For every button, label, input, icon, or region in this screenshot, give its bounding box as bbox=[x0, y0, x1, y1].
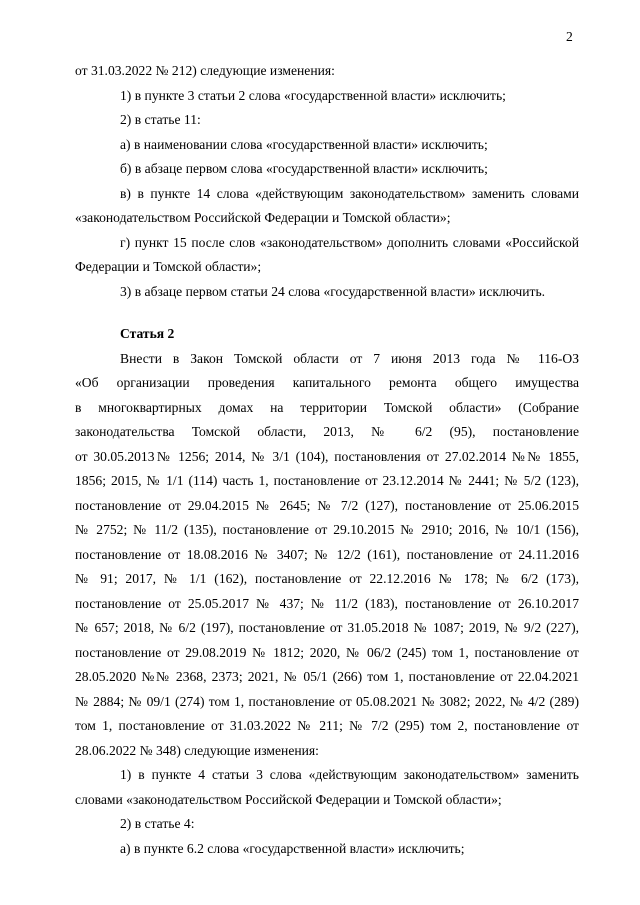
paragraph-item-1 bbox=[75, 84, 579, 109]
text-line: а) в пункте 6.2 слова «государственной власти» исключить; bbox=[120, 840, 465, 856]
paragraph-item-b bbox=[75, 157, 579, 182]
paragraph-change-2 bbox=[75, 812, 579, 837]
text-line: № 2884; № 09/1 (274) том 1, постановление от 05.08.2021 № 3082; 2022, № 4/2 (289) bbox=[75, 693, 579, 709]
paragraph-item-g bbox=[75, 231, 579, 280]
document-body bbox=[75, 59, 579, 861]
paragraph-item-v bbox=[75, 182, 579, 231]
text-line: постановление от 29.04.2015 № 2645; № 7/2 (127), постановление от 25.06.2015 bbox=[75, 497, 579, 513]
text-line: словами «законодательством Российской Федерации и Томской области»; bbox=[75, 791, 502, 807]
text-line: в многоквартирных домах на территории Томской области» (Собрание bbox=[75, 399, 579, 415]
text-line: Федерации и Томской области»; bbox=[75, 259, 262, 274]
paragraph-change-1 bbox=[75, 763, 579, 812]
text-line: № 2752; № 11/2 (135), постановление от 29.10.2015 № 2910; 2016, № 10/1 (156), bbox=[75, 522, 579, 537]
text-line: Внести в Закон Томской области от 7 июня 2013 года № 116-ОЗ bbox=[120, 350, 579, 366]
text-line: № 657; 2018, № 6/2 (197), постановление от 31.05.2018 № 1087; 2019, № 9/2 (227), bbox=[75, 620, 579, 635]
text-line: а) в наименовании слова «государственной власти» исключить; bbox=[120, 136, 488, 152]
text-line: 28.06.2022 № 348) следующие изменения: bbox=[75, 742, 319, 758]
paragraph-intro bbox=[75, 59, 579, 84]
text-line: постановление от 25.05.2017 № 437; № 11/2 (183), постановление от 26.10.2017 bbox=[75, 595, 579, 611]
text-line: 1) в пункте 4 статьи 3 слова «действующим законодательством» заменить bbox=[120, 767, 579, 782]
text-line: постановление от 29.08.2019 № 1812; 2020, № 06/2 (245) том 1, постановление от bbox=[75, 644, 579, 660]
text-line: 28.05.2020 №№ 2368, 2373; 2021, № 05/1 (266) том 1, постановление от 22.04.2021 bbox=[75, 669, 579, 684]
text-line: б) в абзаце первом слова «государственной власти» исключить; bbox=[120, 161, 488, 176]
paragraph-change-2a bbox=[75, 837, 579, 862]
text-line: в) в пункте 14 слова «действующим законодательством» заменить словами bbox=[120, 185, 579, 201]
article-paragraph bbox=[75, 347, 579, 764]
text-line: 1) в пункте 3 статьи 2 слова «государственной власти» исключить; bbox=[120, 87, 506, 103]
text-line: 2) в статье 11: bbox=[120, 112, 201, 127]
text-line: г) пункт 15 после слов «законодательством» дополнить словами «Российской bbox=[120, 234, 579, 250]
text-line: постановление от 18.08.2016 № 3407; № 12/2 (161), постановление от 24.11.2016 bbox=[75, 546, 579, 562]
text-line: «Об организации проведения капитального ремонта общего имущества bbox=[75, 375, 579, 390]
paragraph-item-2 bbox=[75, 108, 579, 133]
text-line: 2) в статье 4: bbox=[120, 816, 195, 831]
paragraph-item-a bbox=[75, 133, 579, 158]
text-line: 3) в абзаце первом статьи 24 слова «государственной власти» исключить. bbox=[120, 283, 546, 299]
text-line: том 1, постановление от 31.03.2022 № 211; № 7/2 (295) том 2, постановление от bbox=[75, 718, 579, 733]
text-line: законодательства Томской области, 2013, № 6/2 (95), постановление bbox=[75, 424, 579, 439]
text-line: от 30.05.2013№ 1256; 2014, № 3/1 (104), постановления от 27.02.2014 №№ 1855, bbox=[75, 448, 579, 464]
text-line: от 31.03.2022 № 212) следующие изменения: bbox=[75, 63, 335, 78]
text-line: «законодательством Российской Федерации и Томской области»; bbox=[75, 210, 451, 225]
text-line: № 91; 2017, № 1/1 (162), постановление от 22.12.2016 № 178; № 6/2 (173), bbox=[75, 571, 579, 586]
page-number: 2 bbox=[566, 29, 573, 44]
text-line: 1856; 2015, № 1/1 (114) часть 1, постановление от 23.12.2014 № 2441; № 5/2 (123), bbox=[75, 473, 579, 488]
paragraph-item-3 bbox=[75, 280, 579, 305]
article-heading: Статья 2 bbox=[120, 326, 175, 341]
